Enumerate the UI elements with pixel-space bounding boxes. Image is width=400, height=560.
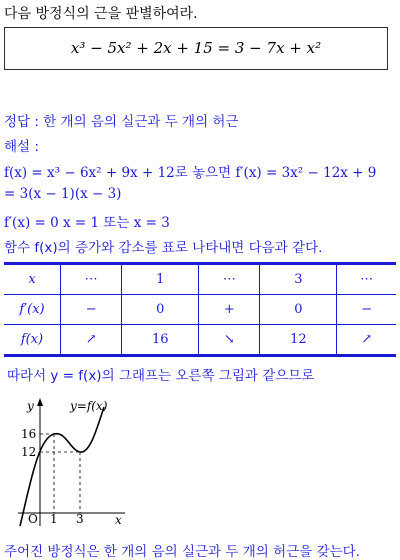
solution-line-2: = 3(x − 1)(x − 3): [4, 186, 122, 202]
table-cell: 1: [122, 264, 199, 295]
y-tick-12: 12: [21, 445, 37, 459]
table-cell: ⋯: [199, 264, 260, 295]
curve-label: y=f(x): [70, 399, 108, 413]
table-cell: −: [337, 295, 396, 325]
x-tick-3: 3: [76, 512, 84, 526]
variation-table: [4, 262, 396, 357]
table-cell: ⋯: [61, 264, 122, 295]
table-row: [4, 295, 396, 325]
y-axis-label: y: [27, 399, 34, 413]
solution-line-1: f(x) = x³ − 6x² + 9x + 12로 놓으면 f′(x) = 3x² − 12x + 9: [4, 165, 377, 181]
table-row-head: f(x): [4, 325, 61, 356]
x-axis-label: x: [115, 513, 122, 527]
x-tick-1: 1: [50, 512, 58, 526]
table-cell: 12: [260, 325, 337, 356]
table-row: [4, 325, 396, 356]
origin-label: O: [28, 512, 38, 526]
problem-prompt: 다음 방정식의 근을 판별하여라.: [4, 6, 198, 22]
table-cell: ⋯: [337, 264, 396, 295]
table-row-head: f′(x): [4, 295, 61, 325]
table-cell: ↘: [199, 325, 260, 356]
function-curve: [20, 407, 104, 526]
table-row-head: x: [4, 264, 61, 295]
table-cell: −: [61, 295, 122, 325]
table-row: [4, 264, 396, 295]
function-graph: [0, 390, 150, 530]
solution-line-3: f′(x) = 0 x = 1 또는 x = 3: [4, 215, 170, 231]
problem-equation: x³ − 5x² + 2x + 15 = 3 − 7x + x²: [4, 27, 388, 70]
table-cell: 0: [122, 295, 199, 325]
table-cell: ↗: [337, 325, 396, 356]
y-axis-arrow-icon: [37, 398, 43, 406]
table-cell: 0: [260, 295, 337, 325]
y-tick-16: 16: [21, 427, 37, 441]
conclusion-line: 주어진 방정식은 한 개의 음의 실근과 두 개의 허근을 갖는다.: [4, 544, 360, 560]
table-cell: ↗: [61, 325, 122, 356]
solution-line-4: 함수 f(x)의 증가와 감소를 표로 나타내면 다음과 같다.: [4, 240, 323, 256]
answer-line: 정답 : 한 개의 음의 실근과 두 개의 허근: [4, 114, 239, 130]
explanation-label: 해설 :: [4, 139, 39, 155]
table-cell: 16: [122, 325, 199, 356]
table-cell: +: [199, 295, 260, 325]
table-cell: 3: [260, 264, 337, 295]
solution-line-5: 따라서 y = f(x)의 그래프는 오른쪽 그림과 같으므로: [7, 368, 315, 384]
